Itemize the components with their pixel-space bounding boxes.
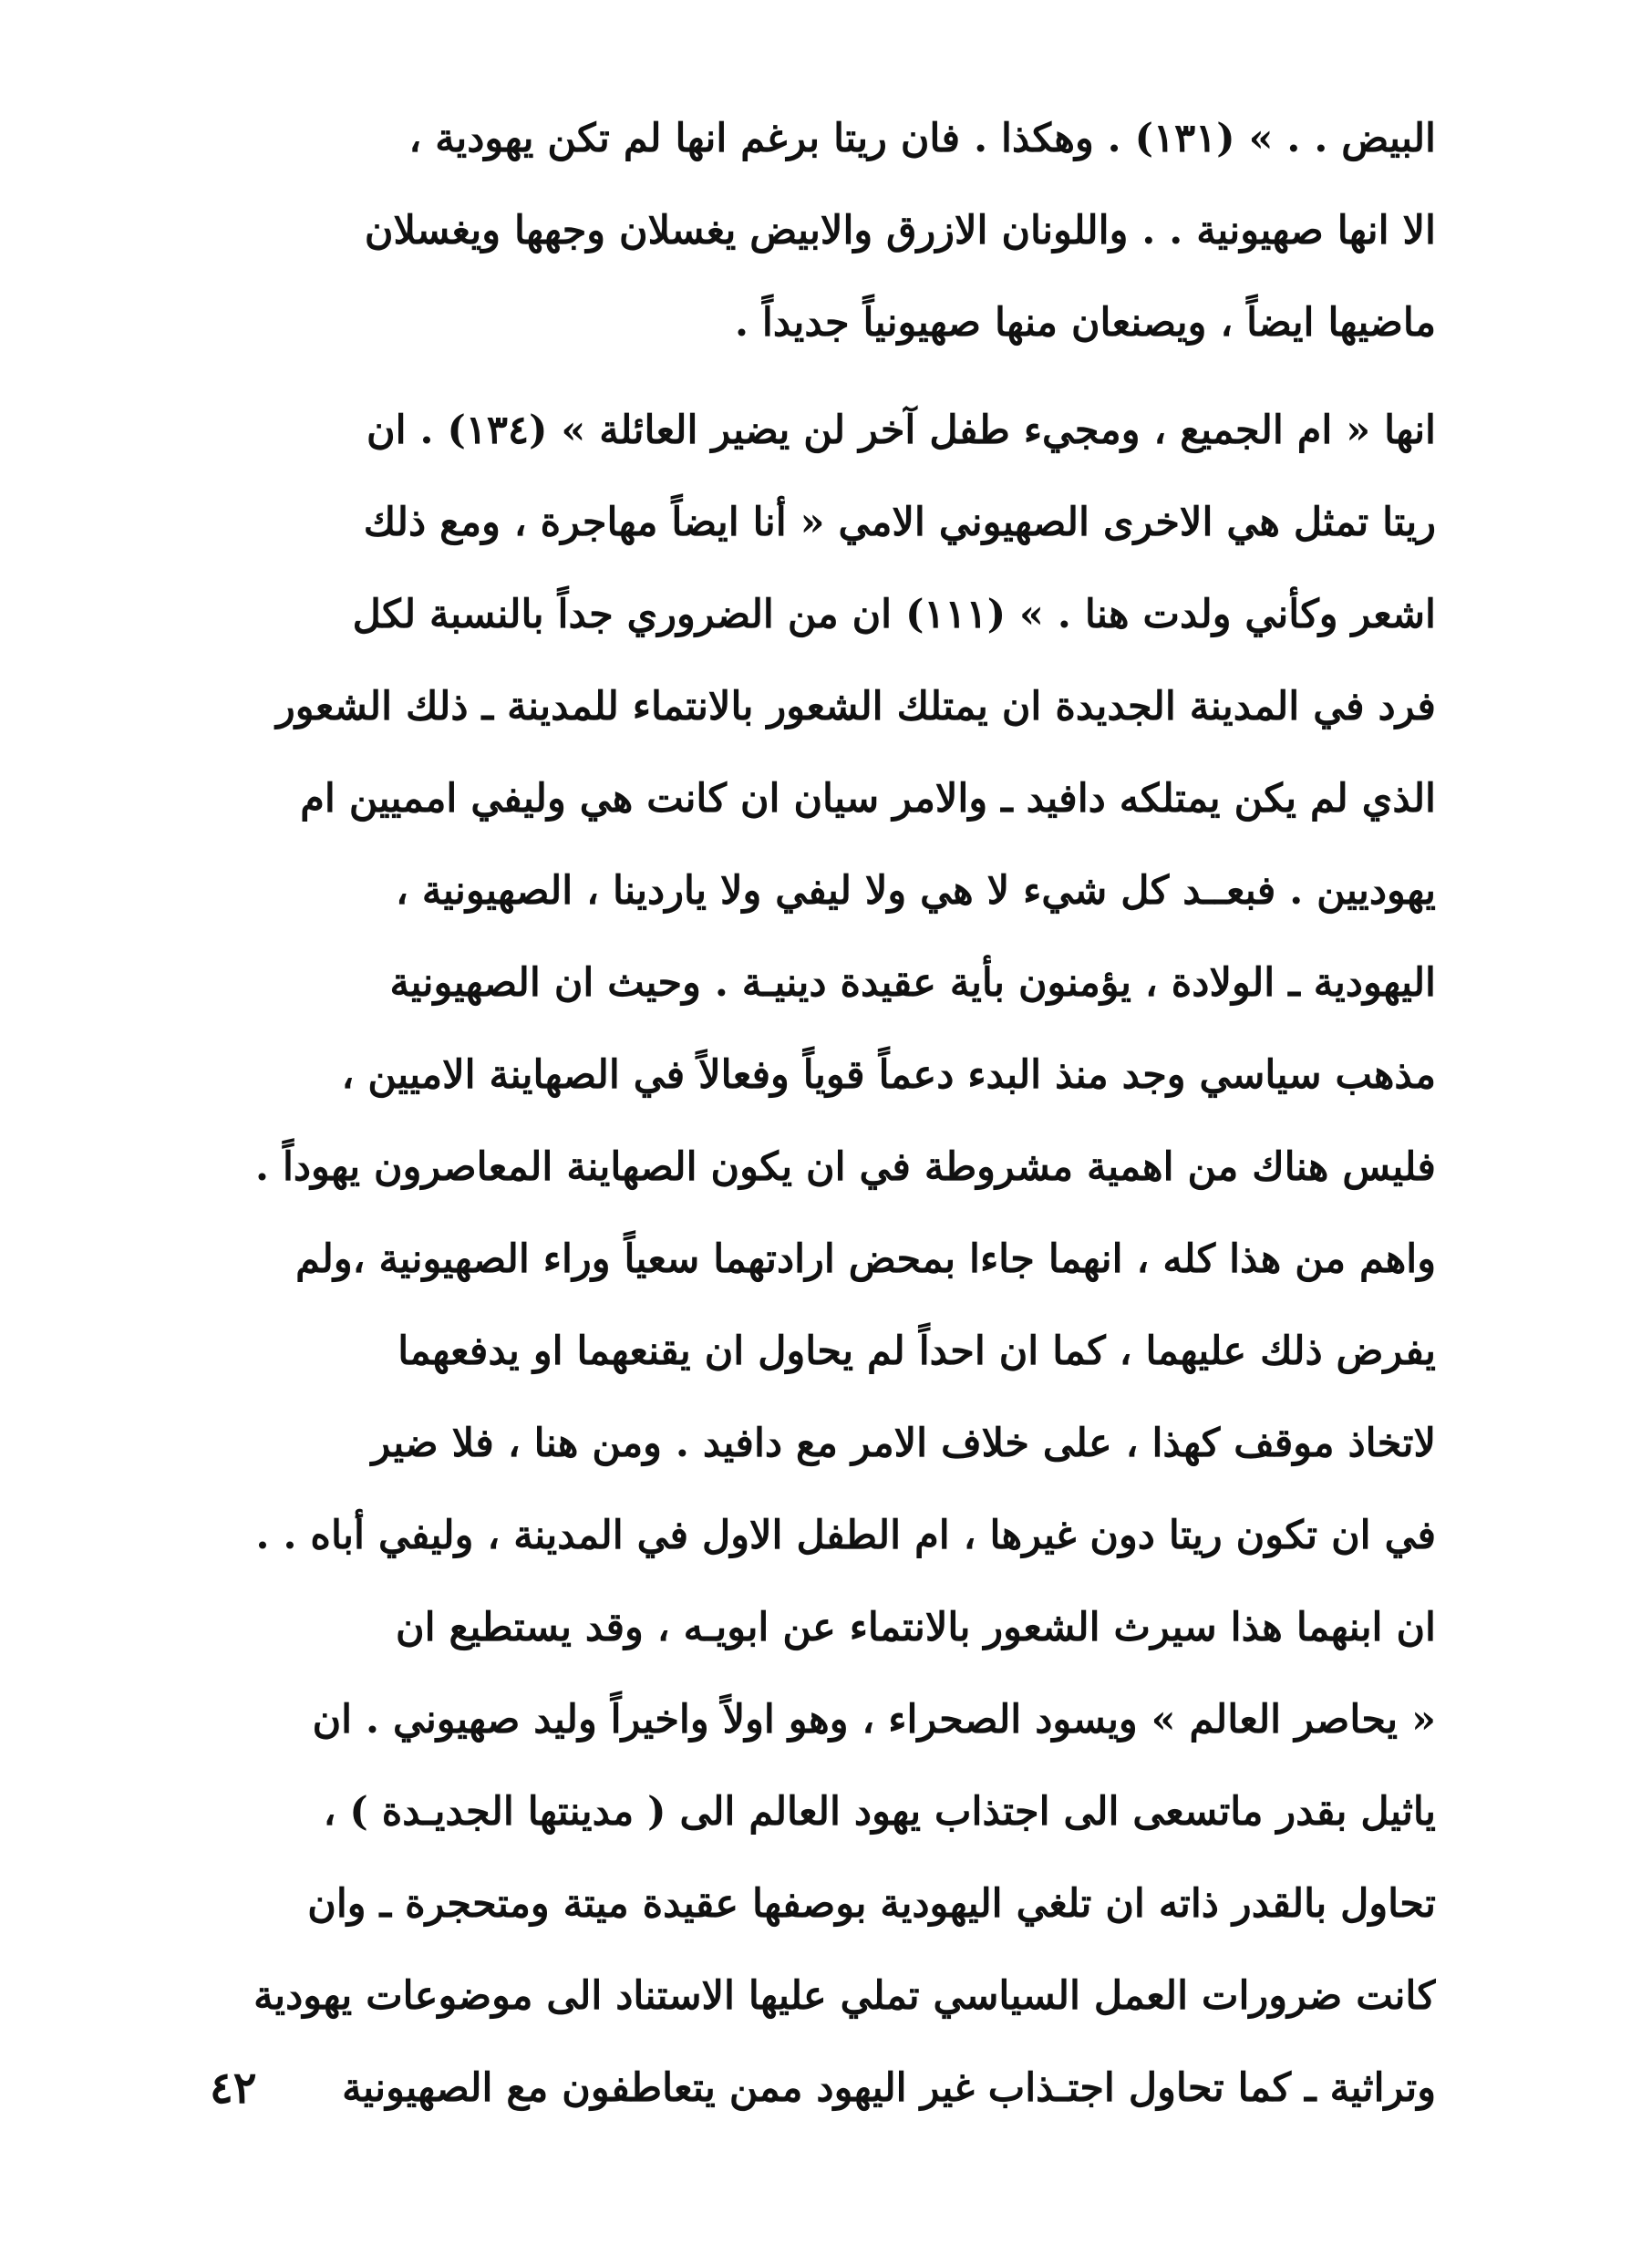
text-line: الذي لم يكن يمتلكه دافيد ـ والامر سيان ان كانت هي وليفي امميين ام [300, 776, 1436, 822]
text-line: يفرض ذلك عليهما ، كما ان احداً لم يحاول ان يقنعهما او يدفعهما [398, 1329, 1436, 1374]
page-number: ٤٢ [210, 2063, 257, 2114]
text-line: لاتخاذ موقف كهذا ، على خلاف الامر مع دافيد . ومن هنا ، فلا ضير [371, 1421, 1436, 1466]
text-line: تحاول بالقدر ذاته ان تلغي اليهودية بوصفها عقيدة ميتة ومتحجرة ـ وان [307, 1881, 1436, 1927]
text-line: ياثيل بقدر ماتسعى الى اجتذاب يهود العالم الى ( مدينتها الجديـدة ) ، [323, 1789, 1436, 1835]
text-line: في ان تكون ريتا دون غيرها ، ام الطفل الاول في المدينة ، وليفي أباه . . [255, 1513, 1436, 1558]
paragraph-2 [210, 385, 1436, 2135]
text-line: وتراثية ـ كما تحاول اجتـذاب غير اليهود ممن يتعاطفون مع الصهيونية [342, 2065, 1436, 2111]
text-line: فرد في المدينة الجديدة ان يمتلك الشعور بالانتماء للمدينة ـ ذلك الشعور [275, 684, 1436, 729]
text-line: واهم من هذا كله ، انهما جاءا بمحض ارادتهما سعياً وراء الصهيونية ،ولم [295, 1236, 1436, 1282]
text-line: انها « ام الجميع ، ومجيء طفل آخر لن يضير العائلة » (١٣٤) . ان [367, 408, 1436, 453]
text-line: « يحاصر العالم » ويسود الصحراء ، وهو اولاً واخيراً وليد صهيوني . ان [312, 1697, 1436, 1743]
text-line: يهوديين . فبعــد كل شيء لا هي ولا ليفي ولا ياردينا ، الصهيونية ، [396, 868, 1436, 914]
paragraph-1 [210, 93, 1436, 369]
text-line: ماضيها ايضاً ، ويصنعان منها صهيونياً جديداً . [734, 300, 1436, 346]
text-line: البيض . . » (١٣١) . وهكذا . فان ريتا برغم انها لم تكن يهودية ، [408, 116, 1436, 161]
text-line: اشعر وكأني ولدت هنا . » (١١١) ان من الضروري جداً بالنسبة لكل [352, 592, 1436, 637]
text-line: مذهب سياسي وجد منذ البدء دعماً قوياً وفعالاً في الصهاينة الاميين ، [341, 1052, 1436, 1098]
text-line: ان ابنهما هذا سيرث الشعور بالانتماء عن ابويـه ، وقد يستطيع ان [396, 1605, 1436, 1650]
text-line: كانت ضرورات العمل السياسي تملي عليها الاستناد الى موضوعات يهودية [253, 1973, 1436, 2019]
text-line: اليهودية ـ الولادة ، يؤمنون بأية عقيدة دينيـة . وحيث ان الصهيونية [389, 960, 1436, 1006]
text-line: فليس هناك من اهمية مشروطة في ان يكون الصهاينة المعاصرون يهوداً . [255, 1144, 1436, 1190]
text-line: ريتا تمثل هي الاخرى الصهيوني الامي « أنا ايضاً مهاجرة ، ومع ذلك [363, 500, 1436, 545]
text-line: الا انها صهيونية . . واللونان الازرق والابيض يغسلان وجهها ويغسلان [364, 208, 1436, 253]
